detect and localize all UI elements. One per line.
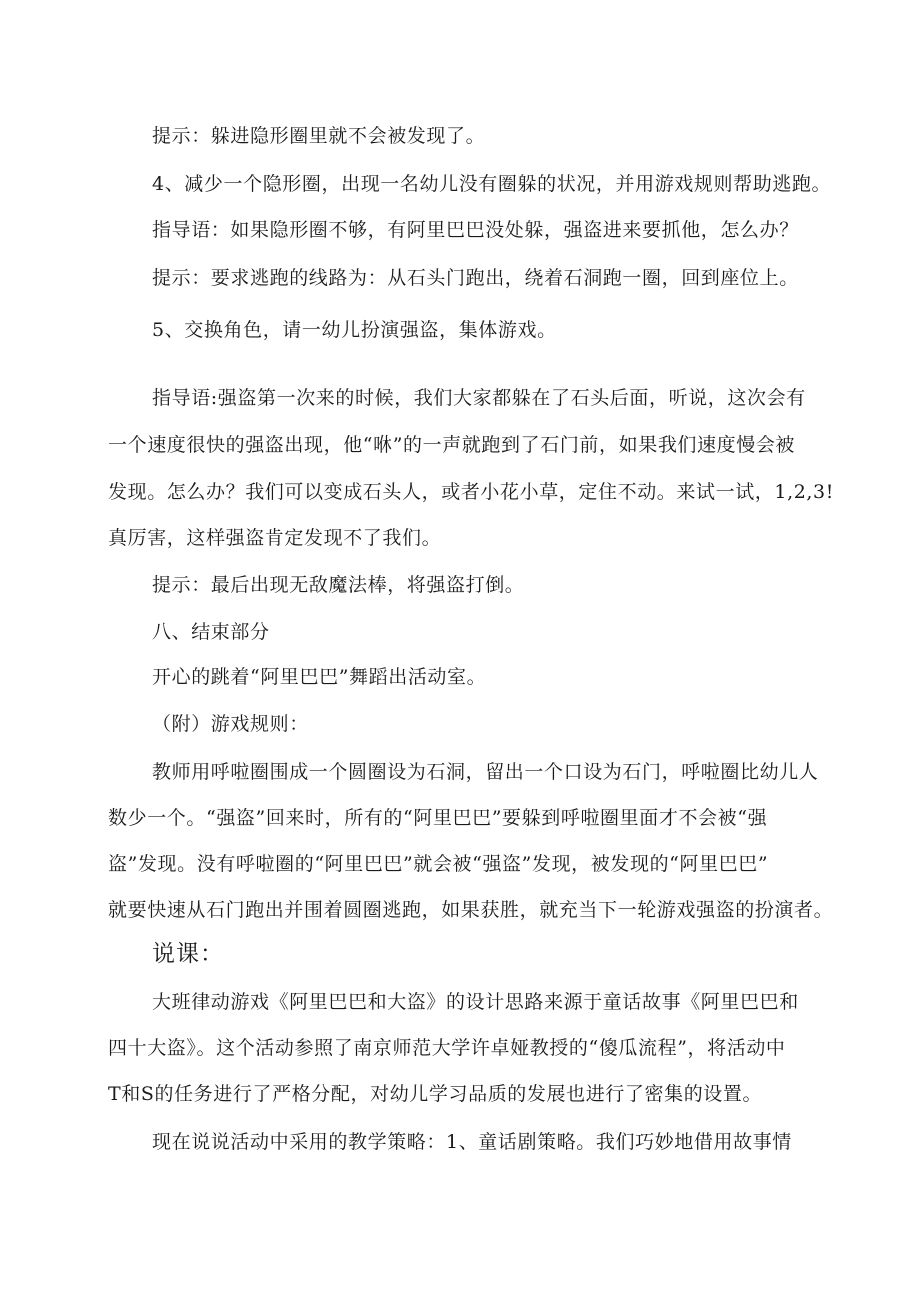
lecture-heading: 说课： [152, 941, 224, 967]
hint-line-magic-wand: 提示：最后出现无敌魔法棒，将强盗打倒。 [152, 574, 525, 596]
rules-paragraph-line-3: 盗”发现。没有呼啦圈的“阿里巴巴”就会被“强盗”发现，被发现的“阿里巴巴” [108, 853, 769, 875]
step-5-line: 5、交换角色，请一幼儿扮演强盗，集体游戏。 [152, 319, 557, 341]
guide-line-not-enough: 指导语：如果隐形圈不够，有阿里巴巴没处躲，强盗进来要抓他，怎么办？ [152, 219, 799, 241]
appendix-rules-heading: （附）游戏规则： [152, 713, 309, 735]
ending-dance-line: 开心的跳着“阿里巴巴”舞蹈出活动室。 [152, 666, 487, 688]
section-ending-heading: 八、结束部分 [152, 621, 270, 643]
hint-line-hide: 提示：躲进隐形圈里就不会被发现了。 [152, 125, 486, 147]
hint-line-route: 提示：要求逃跑的线路为：从石头门跑出，绕着石洞跑一圈，回到座位上。 [152, 267, 799, 289]
rules-paragraph-line-2: 数少一个。“强盗”回来时，所有的“阿里巴巴”要躲到呼啦圈里面才不会被“强 [108, 807, 768, 829]
lecture-paragraph-line-2: 四十大盗》。这个活动参照了南京师范大学许卓娅教授的“傻瓜流程”，将活动中 [108, 1037, 786, 1059]
guide-paragraph-line-1: 指导语:强盗第一次来的时候，我们大家都躲在了石头后面，听说，这次会有 [152, 387, 806, 409]
strategy-paragraph-line-1: 现在说说活动中采用的教学策略：1、童话剧策略。我们巧妙地借用故事情 [152, 1131, 792, 1153]
lecture-paragraph-line-3: T和S的任务进行了严格分配，对幼儿学习品质的发展也进行了密集的设置。 [108, 1083, 763, 1105]
guide-paragraph-line-3: 发现。怎么办？我们可以变成石头人，或者小花小草，定住不动。来试一试，1,2,3! [108, 481, 834, 503]
step-4-line: 4、减少一个隐形圈，出现一名幼儿没有圈躲的状况，并用游戏规则帮助逃跑。 [152, 173, 832, 195]
rules-paragraph-line-4: 就要快速从石门跑出并围着圆圈逃跑，如果获胜，就充当下一轮游戏强盗的扮演者。 [108, 899, 834, 921]
guide-paragraph-line-2: 一个速度很快的强盗出现，他“咻”的一声就跑到了石门前，如果我们速度慢会被 [108, 434, 796, 456]
lecture-paragraph-line-1: 大班律动游戏《阿里巴巴和大盗》的设计思路来源于童话故事《阿里巴巴和 [152, 991, 799, 1013]
rules-paragraph-line-1: 教师用呼啦圈围成一个圆圈设为石洞，留出一个口设为石门，呼啦圈比幼儿人 [152, 761, 819, 783]
guide-paragraph-line-4: 真厉害，这样强盗肯定发现不了我们。 [108, 527, 442, 549]
